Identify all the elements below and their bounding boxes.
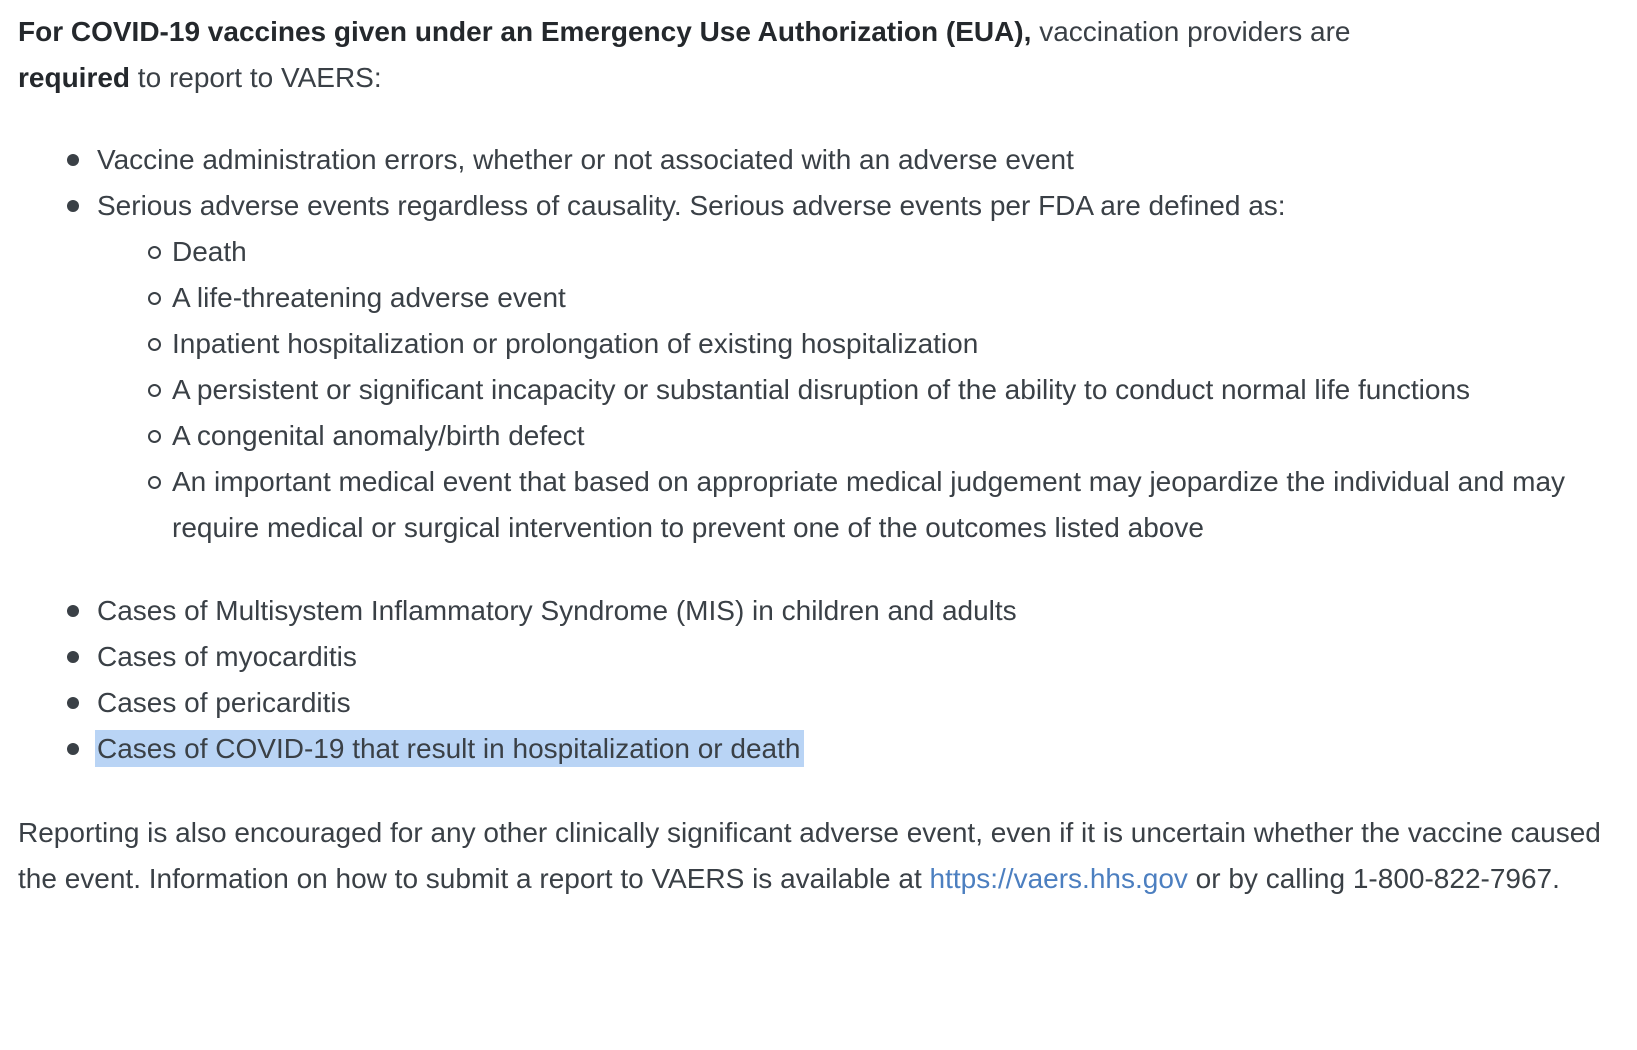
list-item bbox=[172, 229, 1619, 275]
list-item bbox=[172, 413, 1619, 459]
vaers-link[interactable]: https://vaers.hhs.gov bbox=[929, 863, 1188, 894]
intro-paragraph bbox=[18, 9, 1619, 101]
list-item bbox=[97, 588, 1619, 634]
intro-bold-lead: For COVID-19 vaccines given under an Emergency Use Authorization (EUA), bbox=[18, 16, 1032, 47]
circle-bullet-icon bbox=[148, 430, 161, 443]
circle-bullet-icon bbox=[148, 476, 161, 489]
circle-bullet-icon bbox=[148, 338, 161, 351]
selected-list-item-text: Cases of COVID-19 that result in hospitalization or death bbox=[95, 730, 804, 767]
list-item bbox=[97, 137, 1619, 183]
serious-adverse-events-sublist bbox=[97, 229, 1619, 551]
list-item-text: Cases of myocarditis bbox=[97, 641, 357, 672]
list-item-text: Cases of pericarditis bbox=[97, 687, 351, 718]
bullet-icon bbox=[67, 154, 79, 166]
intro-regular-tail: to report to VAERS: bbox=[130, 62, 382, 93]
list-item-text: An important medical event that based on appropriate medical judgement may jeopardize the individual and may require medical or surgical intervention to prevent one of the outcomes listed above bbox=[172, 466, 1573, 543]
bullet-icon bbox=[67, 743, 79, 755]
list-item bbox=[97, 680, 1619, 726]
case-types-list bbox=[18, 588, 1619, 772]
highlighted-list-item bbox=[97, 726, 1619, 772]
footer-text-before-link: Reporting is also encouraged for any other clinically significant adverse event, even if it is uncertain whether the vaccine caused the event. Information on how to submit a report to VAERS is available at bbox=[18, 817, 1609, 894]
list-item-text: Inpatient hospitalization or prolongation of existing hospitalization bbox=[172, 328, 979, 359]
list-item-text: A persistent or significant incapacity or substantial disruption of the ability to conduct normal life functions bbox=[172, 374, 1471, 405]
list-item-text: Death bbox=[172, 236, 247, 267]
list-item bbox=[172, 459, 1619, 551]
circle-bullet-icon bbox=[148, 292, 161, 305]
list-item bbox=[172, 321, 1619, 367]
footer-text-after-link: or by calling 1-800-822-7967. bbox=[1187, 863, 1560, 894]
circle-bullet-icon bbox=[148, 384, 161, 397]
list-item-text: Vaccine administration errors, whether or not associated with an adverse event bbox=[97, 144, 1074, 175]
required-reports-list bbox=[18, 137, 1619, 551]
bullet-icon bbox=[67, 200, 79, 212]
list-item bbox=[172, 275, 1619, 321]
intro-bold-required: required bbox=[18, 62, 131, 93]
list-item-text: Serious adverse events regardless of causality. Serious adverse events per FDA are defined as: bbox=[97, 190, 1286, 221]
list-item bbox=[172, 367, 1619, 413]
bullet-icon bbox=[67, 697, 79, 709]
bullet-icon bbox=[67, 605, 79, 617]
intro-regular-lead: vaccination providers are bbox=[1031, 16, 1351, 47]
list-item bbox=[97, 183, 1619, 551]
list-item-text: A life-threatening adverse event bbox=[172, 282, 566, 313]
circle-bullet-icon bbox=[148, 246, 161, 259]
list-item-text: Cases of Multisystem Inflammatory Syndrome (MIS) in children and adults bbox=[97, 595, 1017, 626]
footer-paragraph bbox=[18, 810, 1619, 902]
bullet-icon bbox=[67, 651, 79, 663]
list-item bbox=[97, 634, 1619, 680]
list-item-text: A congenital anomaly/birth defect bbox=[172, 420, 585, 451]
